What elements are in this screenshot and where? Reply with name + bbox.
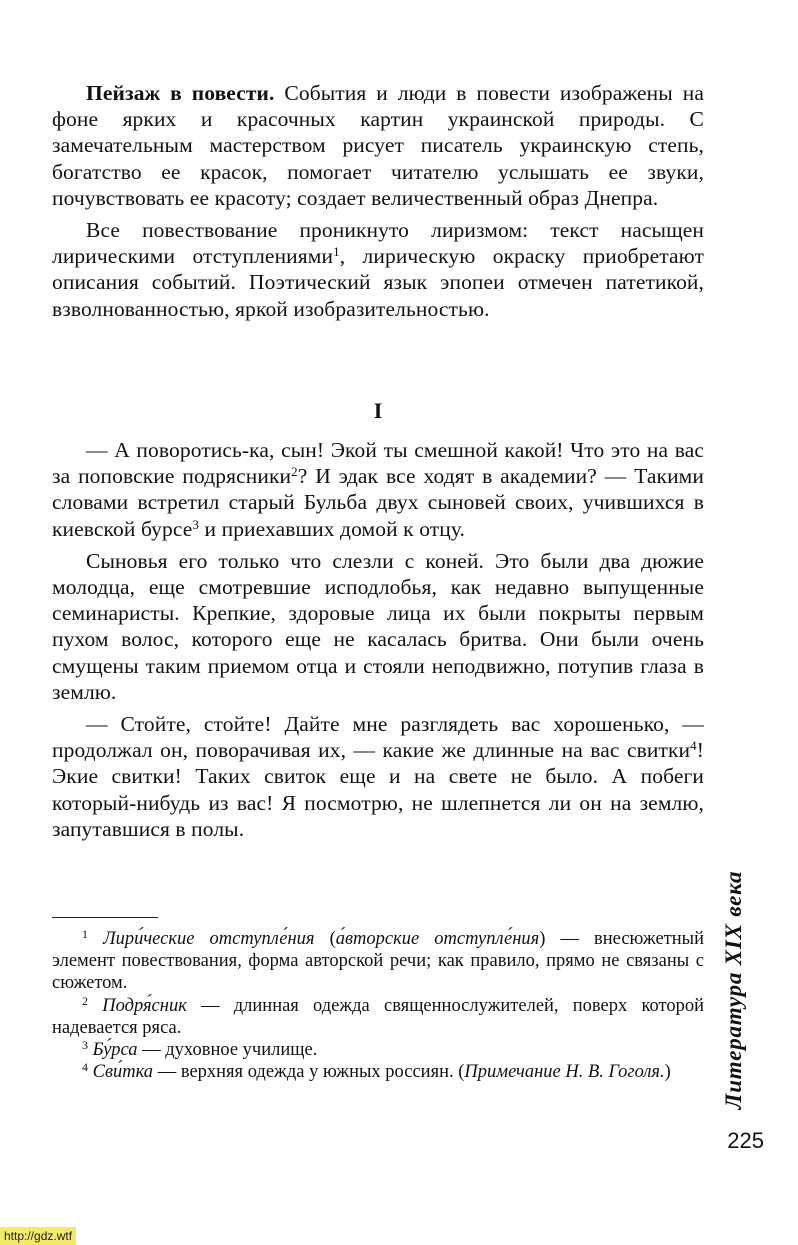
chapter-number: I <box>373 398 383 423</box>
footnote-divider <box>52 917 158 918</box>
intro-paragraph-lyricism: Все повествование проникнуто лиризмом: текст насыщен лирическими отступлениями$^1$, лирическую окраску приобретают описания событий. Поэтический язык эпопеи отмечен патетикой, взволнованностью, яркой изобразительностью. <box>52 218 704 321</box>
watermark-link[interactable]: http://gdz.wtf <box>0 1227 76 1245</box>
footnote-4: $^4$ Сви́тка — верхняя одежда у южных россиян. (Примечание Н. В. Гоголя.) <box>82 1060 671 1083</box>
intro-paragraph-landscape: Пейзаж в повести. События и люди в повести изображены на фоне ярких и красочных картин украинской природы. С замечательным мастерством рисует писатель украинскую степь, богатство ее красок, помогает читателю услышать ее звуки, почувствовать ее красоту; создает величественный образ Днепра. <box>52 81 704 210</box>
footnote-ref-2: 2 <box>291 464 298 480</box>
story-section <box>52 437 704 842</box>
footnote-2: $^2$ Подря́сник — длинная одежда священнослужителей, поверх которой надевается ряса. <box>52 993 704 1038</box>
footnote-3: $^3$ Бу́рса — духовное училище. <box>82 1038 318 1061</box>
footnote-ref-3: 3 <box>192 516 200 532</box>
footnote-ref-4: 4 <box>690 738 697 754</box>
story-paragraph: Сыновья его только что слезли с коней. Это были два дюжие молодца, еще смотревшие исподлобья, как недавно выпущенные семинаристы. Крепкие, здоровые лица их были покрыты первым пухом волос, которого еще не касалась бритва. Они были очень смущены таким приемом отца и стояли неподвижно, потупив глаза в землю. <box>52 548 704 704</box>
page-number: 225 <box>727 1128 764 1153</box>
footnote-1: $^1$ Лири́ческие отступле́ния (а́вторские отступле́ния) — внесюжетный элемент повествования, форма авторской речи; как правило, прямо не связаны с сюжетом. <box>52 927 704 994</box>
intro-section <box>52 80 704 322</box>
side-running-title: Литература XIX века <box>721 870 746 1110</box>
footnotes <box>52 928 704 1083</box>
footnote-ref-1: 1 <box>333 244 340 260</box>
story-paragraph: — А поворотись-ка, сын! Экой ты смешной какой! Что это на вас за поповские подрясники$^2$? И эдак все ходят в академии? — Такими словами встретил старый Бульба двух сыновей своих, учившихся в киевской бурсе$^3$ и приехавших домой к отцу. <box>52 438 704 541</box>
section-heading: Пейзаж в повести. <box>86 81 275 105</box>
story-paragraph: — Стойте, стойте! Дайте мне разглядеть вас хорошенько, — продолжал он, поворачивая их, — какие же длинные на вас свитки$^4$! Экие свитки! Таких свиток еще и на свете не было. А побеги который-нибудь из вас! Я посмотрю, не шлепнется ли он на землю, запутавшися в полы. <box>52 712 704 841</box>
